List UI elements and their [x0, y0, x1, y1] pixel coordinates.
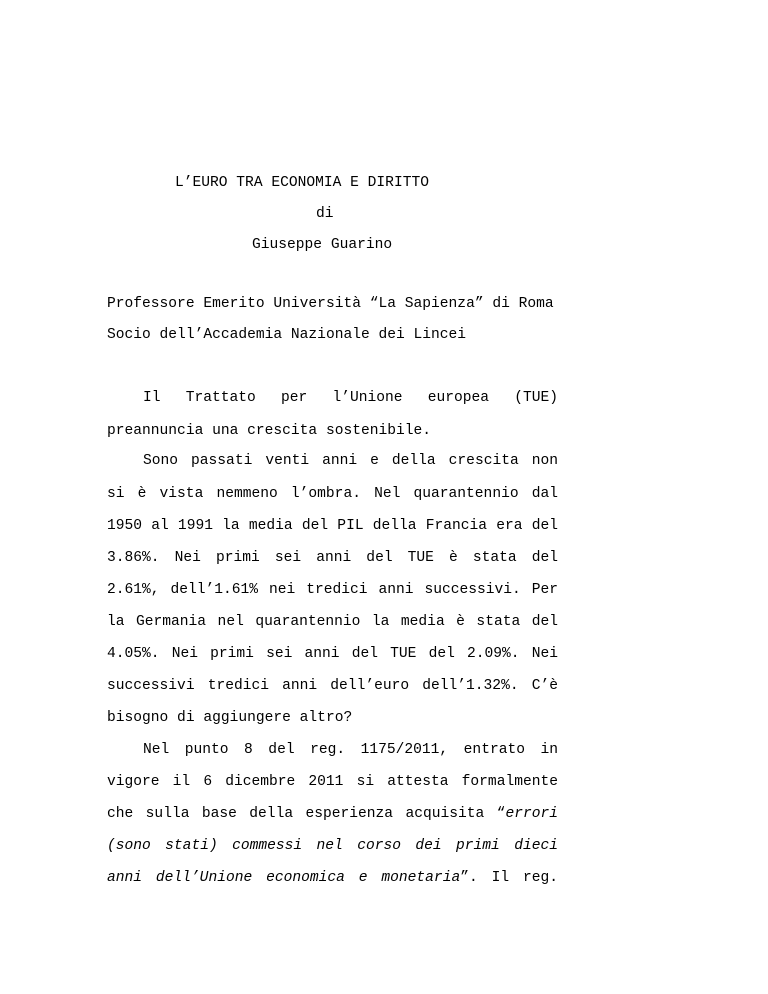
paragraph-2-line-8: successivi tredici anni dell’euro dell’1.32%. C’è — [107, 678, 558, 694]
author-name: Giuseppe Guarino — [252, 237, 393, 253]
document-title: L’EURO TRA ECONOMIA E DIRITTO — [175, 175, 429, 191]
quote-italic-line: (sono stati) commessi nel corso dei primi dieci — [107, 838, 558, 854]
paragraph-2-line-4: 3.86%. Nei primi sei anni del TUE è stata del — [107, 550, 558, 566]
paragraph-1-line-2: preannuncia una crescita sostenibile. — [107, 423, 432, 439]
paragraph-3-line-5 — [107, 868, 558, 888]
quote-italic-start: errori — [505, 806, 558, 822]
paragraph-2-line-9: bisogno di aggiungere altro? — [107, 710, 353, 726]
paragraph-2-line-1: Sono passati venti anni e della crescita non — [143, 453, 558, 469]
paragraph-2-line-3: 1950 al 1991 la media del PIL della Francia era del — [107, 518, 558, 534]
byline-di: di — [316, 206, 334, 222]
paragraph-2-line-2: si è vista nemmeno l’ombra. Nel quarantennio dal — [107, 486, 558, 502]
paragraph-2-line-7: 4.05%. Nei primi sei anni del TUE del 2.09%. Nei — [107, 646, 558, 662]
paragraph-3-line-3 — [107, 804, 558, 824]
paragraph-3-line-5-text: ”. Il reg. — [460, 870, 559, 886]
quote-italic-end: anni dell’Unione economica e monetaria — [107, 870, 461, 886]
paragraph-3-line-4 — [107, 836, 558, 856]
affiliation-line-1: Professore Emerito Università “La Sapienza” di Roma — [107, 296, 554, 312]
affiliation-line-2: Socio dell’Accademia Nazionale dei Lincei — [107, 327, 467, 343]
paragraph-3-line-1: Nel punto 8 del reg. 1175/2011, entrato in — [143, 742, 558, 758]
paragraph-1-line-1: Il Trattato per l’Unione europea (TUE) — [143, 390, 558, 406]
paragraph-3-line-2: vigore il 6 dicembre 2011 si attesta formalmente — [107, 774, 558, 790]
paragraph-2-line-5: 2.61%, dell’1.61% nei tredici anni successivi. Per — [107, 582, 558, 598]
paragraph-2-line-6: la Germania nel quarantennio la media è stata del — [107, 614, 558, 630]
paragraph-3-line-3-text: che sulla base della esperienza acquisita “ — [107, 806, 506, 822]
